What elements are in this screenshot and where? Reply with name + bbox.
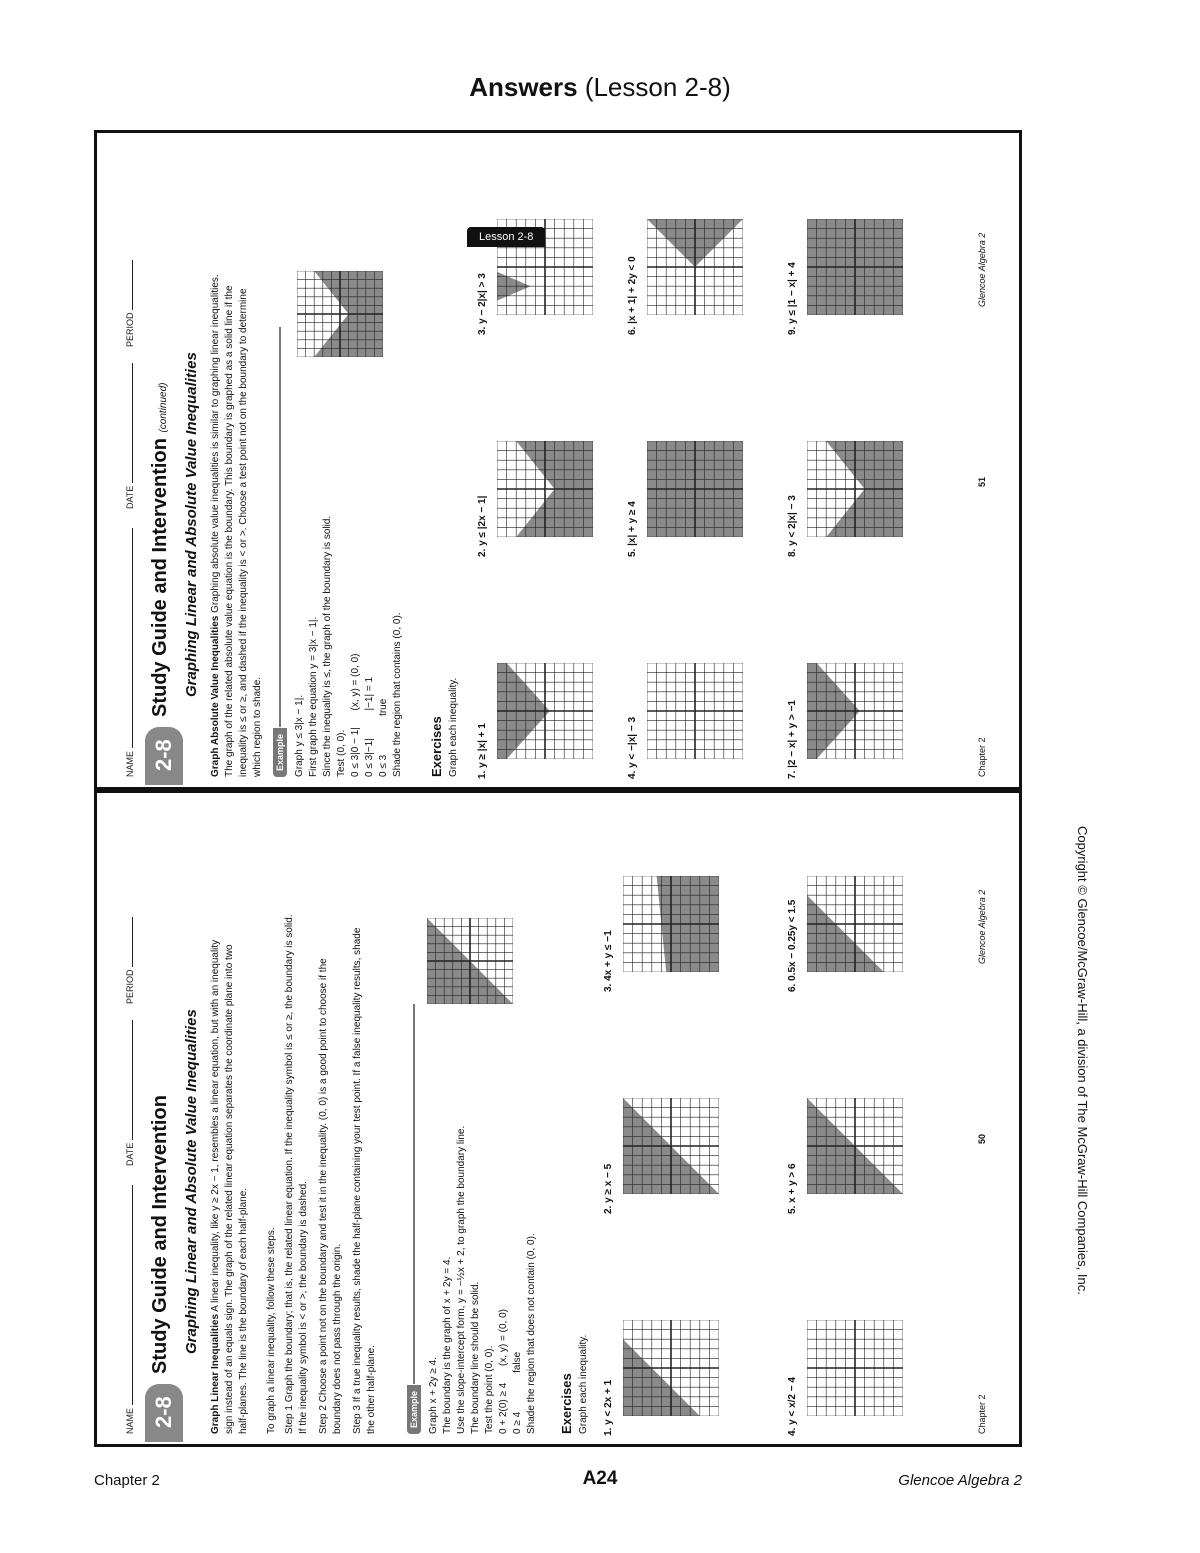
intro-paragraph: Graph Linear Inequalities A linear inequality, like y ≥ 2x − 1, resembles a linear equation, but with an inequality sign instead of an equals sign. The graph of the related linear equation separates the coordinate plane into two half-planes. The line is the boundary of each half-plane. <box>210 939 249 1434</box>
steps-list: Step 1 Graph the boundary; that is, the related linear equation. If the inequality symbol is ≤ or ≥, the boundary is solid. If the inequality symbol is < or >, the boundary is dashed. Step 2 Choose a point not on the boundary and test it in the inequality. (0, 0) is a good point to choose if the boundary does not pass through the origin. Step 3 If a true inequality results, shade the half-plane containing your test point. If a false inequality results, shade the other half-plane. <box>284 914 377 1434</box>
lesson-badge: 2-8 <box>145 727 183 785</box>
exercises-label: Exercises <box>429 716 444 777</box>
coordinate-grid <box>647 219 743 315</box>
coordinate-grid <box>623 1320 719 1416</box>
bottom-chapter: Chapter 2 <box>977 1394 987 1434</box>
coordinate-grid <box>623 1098 719 1194</box>
coordinate-grid <box>807 1320 903 1416</box>
example-tab: Example <box>273 728 287 777</box>
exercises-label: Exercises <box>559 1373 574 1434</box>
example-text: Graph x + 2y ≥ 4. The boundary is the graph of x + 2y = 4. Use the slope-intercept form, y = −½x + 2, to graph the boundary line. The boundary line should be solid. Test the point (0, 0). 0 + 2(0) ≥ 4 (x, y) = (0, 0) 0 ≥ 4 false Shade the region that does not contain (0, 0). <box>428 1125 537 1434</box>
footer-page-code: A24 <box>582 1468 618 1489</box>
lesson-subtitle: Graphing Linear and Absolute Value Inequalities <box>183 352 200 697</box>
coordinate-grid <box>807 1098 903 1194</box>
bottom-worksheet-content: NAME DATE PERIOD 2-8 Study Guide and Intervention Graphing Linear and Absolute Value Inequalities Graph Linear Inequalities A linear inequality, like y ≥ 2x − 1, resembles a linear equation, but with an inequality sign instead of an equals sign. The graph of the related linear equation separates the coordinate plane into two half-planes. The line is the boundary of each half-plane. To graph a linear inequality, follow these steps. Step 1 Graph the boundary; that is, the related linear equation. If the inequality symbol is ≤ or ≥, the boundary is solid. If the inequality symbol is < or >, the boundary is dashed. Step 2 Choose a point not on the boundary and test it in the inequality. (0, 0) is a good point to choose if the boundary does not pass through the origin. Step 3 If a true inequality results, shade the half-plane containing your test point. If a false inequality results, shade the other half-plane. Example Graph x + 2y ≥ 4. The boundary is the graph of x + 2y = 4. Use the slope-intercept form, y = −½x + 2, to graph the boundary line. The boundary line should be solid. Test the point (0, 0). 0 + 2(0) ≥ 4 (x, y) = (0, 0) 0 ≥ 4 false Shade the region that does not contain (0, 0). Exercises Graph each inequality. 1. y < 2x + 1 2. y ≥ x − 5 3. 4x + y ≤ −1 4. y < x/2 − 4 5. x + y > 6 6. 0.5x − 0.25y < 1.5 Chapter 2 50 Glencoe Algebra 2 <box>97 793 1019 1444</box>
top-page-number: 51 <box>977 476 987 487</box>
top-worksheet-frame <box>94 130 1022 790</box>
example-rule <box>413 1004 415 1384</box>
bottom-page-number: 50 <box>977 1133 987 1144</box>
coordinate-grid <box>647 663 743 759</box>
coordinate-grid <box>297 271 383 357</box>
period-label: PERIOD <box>125 260 135 347</box>
example-graph <box>427 918 518 1004</box>
exercises-instruction: Graph each inequality. <box>578 1334 589 1434</box>
coordinate-grid <box>647 441 743 537</box>
bottom-worksheet <box>97 793 1019 1444</box>
top-worksheet-content: NAME DATE PERIOD 2-8 Study Guide and Intervention (continued) Graphing Linear and Absolute Value Inequalities Graph Absolute Value Inequalities Graphing absolute value inequalities is similar to graphing linear inequalities. The graph of the related absolute value equation is the boundary. This boundary is graphed as a solid line if the inequality is ≤ or ≥, and dashed if the inequality is < or >. Choose a test point not on the boundary to determine which region to shade. Example Graph y ≤ 3|x − 1|. First graph the equation y = 3|x − 1|. Since the inequality is ≤, the graph of the boundary is solid. Test (0, 0). 0 ≤ 3|0 − 1| (x, y) = (0, 0) 0 ≤ 3|−1| |−1| = 1 0 ≤ 3 true Shade the region that contains (0, 0). Exercises Graph each inequality. 1. y ≥ |x| + 1 2. y ≤ |2x − 1| 3. y − 2|x| > 3 4. y < −|x| − 3 5. |x| + y ≥ 4 6. |x + 1| + 2y < 0 7. |2 − x| + y > −1 8. y < 2|x| − 3 9. y ≤ |1 − x| + 4 Chapter 2 51 Glencoe Algebra 2 Lesson 2-8 <box>97 133 1019 787</box>
lesson-tab: Lesson 2-8 <box>467 227 545 247</box>
lesson-subtitle: Graphing Linear and Absolute Value Inequalities <box>183 1009 200 1354</box>
coordinate-grid <box>497 441 593 537</box>
example-rule <box>279 327 281 727</box>
date-label: DATE <box>125 363 135 509</box>
lesson-title: Study Guide and Intervention <box>149 1095 171 1374</box>
footer-chapter: Chapter 2 <box>94 1472 160 1489</box>
name-label: NAME <box>125 1185 135 1434</box>
example-text: Graph y ≤ 3|x − 1|. First graph the equation y = 3|x − 1|. Since the inequality is ≤, the graph of the boundary is solid. Test (0, 0). 0 ≤ 3|0 − 1| (x, y) = (0, 0) 0 ≤ 3|−1| |−1| = 1 0 ≤ 3 true Shade the region that contains (0, 0). <box>294 515 403 777</box>
lesson-badge: 2-8 <box>145 1384 183 1442</box>
coordinate-grid <box>807 219 903 315</box>
steps-intro: To graph a linear inequality, follow these steps. <box>266 1227 277 1434</box>
bottom-book: Glencoe Algebra 2 <box>977 889 987 964</box>
period-label: PERIOD <box>125 917 135 1004</box>
page-title: Answers (Lesson 2-8) <box>469 72 731 102</box>
exercises-instruction: Graph each inequality. <box>448 677 459 777</box>
top-worksheet <box>97 133 1019 787</box>
intro-paragraph: Graph Absolute Value Inequalities Graphing absolute value inequalities is similar to graphing linear inequalities. The graph of the related absolute value equation is the boundary. This boundary is graphed as a solid line if the inequality is ≤ or ≥, and dashed if the inequality is < or >. Choose a test point not on the boundary to determine which region to shade. <box>210 274 263 777</box>
example-graph <box>297 271 388 357</box>
bottom-worksheet-frame <box>94 790 1022 1447</box>
top-book: Glencoe Algebra 2 <box>977 232 987 307</box>
coordinate-grid <box>807 663 903 759</box>
coordinate-grid <box>807 441 903 537</box>
top-chapter: Chapter 2 <box>977 737 987 777</box>
coordinate-grid <box>497 663 593 759</box>
example-tab: Example <box>407 1385 421 1434</box>
lesson-title: Study Guide and Intervention (continued) <box>149 382 171 717</box>
coordinate-grid <box>427 918 513 1004</box>
coordinate-grid <box>807 876 903 972</box>
date-label: DATE <box>125 1020 135 1166</box>
name-label: NAME <box>125 528 135 777</box>
coordinate-grid <box>623 876 719 972</box>
footer-book: Glencoe Algebra 2 <box>898 1472 1022 1489</box>
